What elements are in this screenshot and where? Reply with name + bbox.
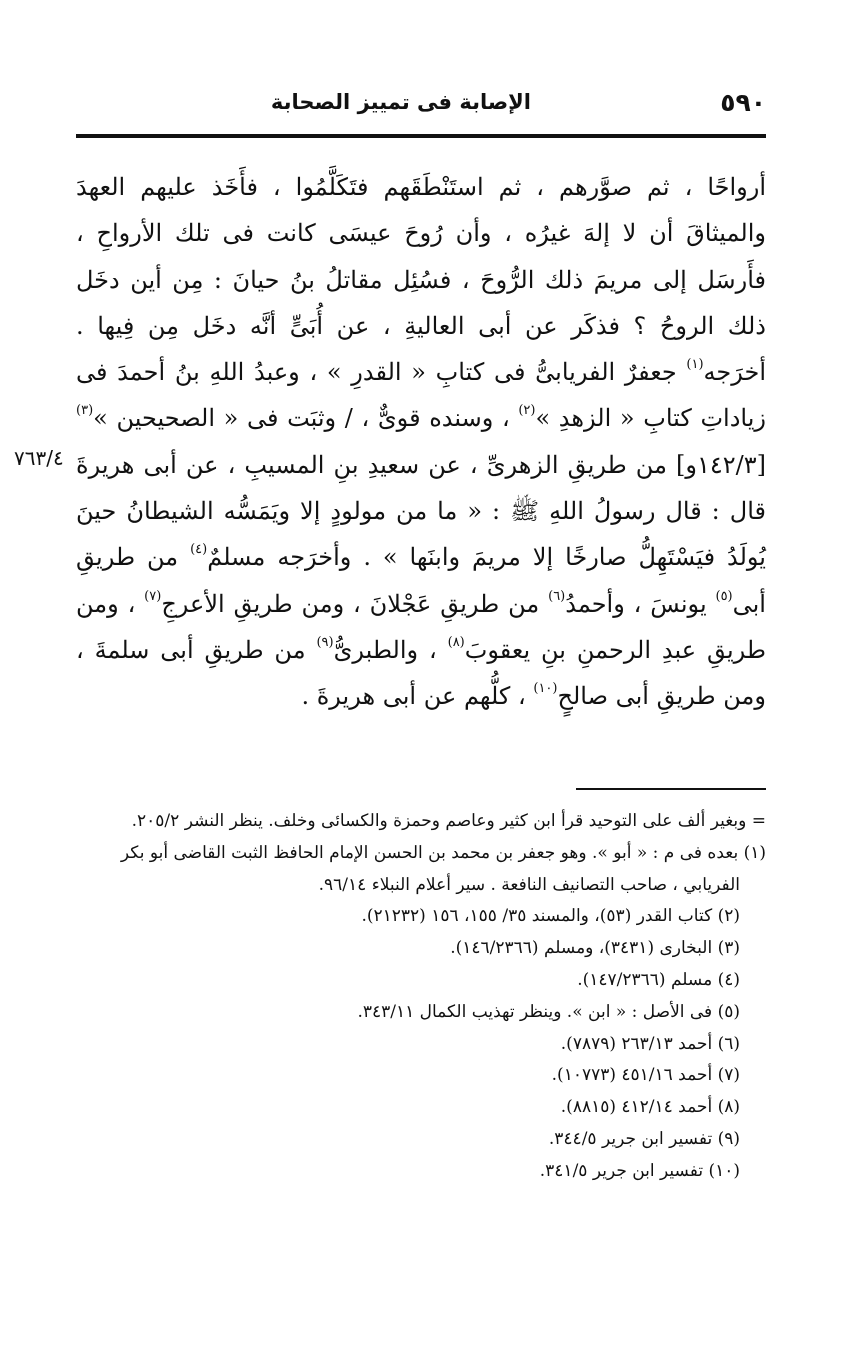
running-title: الإصابة فى تمييز الصحابة bbox=[270, 90, 531, 114]
text-segment: ، كلُّهم عن أبى هريرةَ . bbox=[301, 682, 526, 711]
main-paragraph bbox=[76, 164, 766, 720]
footnote-ref-4: (٤) bbox=[190, 542, 208, 558]
footnotes bbox=[40, 806, 766, 1188]
footnote-4: (٤) مسلم (١٤٧/٢٣٦٦). bbox=[577, 969, 740, 990]
text-segment: من طريقِ عَجْلانَ ، ومن طريقِ الأعرجِ bbox=[161, 589, 540, 618]
text-segment: ، ومن طريقِ عبدِ الرحمنِ بنِ يعقوبَ bbox=[76, 589, 766, 664]
footnote-continuation: = وبغير ألف على التوحيد قرأ ابن كثير وعاصم وحمزة والكسائى وخلف. ينظر النشر ٢٠٥/٢. bbox=[131, 811, 766, 831]
main-text bbox=[76, 164, 766, 720]
margin-reference: ٧٦٣/٤ bbox=[14, 446, 64, 470]
text-segment: من طريقِ أبى سلمةَ ، ومن طريقِ أبى صالحٍ bbox=[76, 635, 766, 711]
footnote-ref-7: (٧) bbox=[144, 588, 162, 604]
footnote-ref-10: (١٠) bbox=[533, 681, 558, 697]
text-segment: أرواحًا ، ثم صوَّرهم ، ثم استَنْطَقَهم فتَكَلَّمُوا ، فأَخَذ عليهم العهدَ والميثاقَ أن لا إلهَ غيرُه ، وأن رُوحَ عيسَى كانت فى تلك الأرواحِ ، فأَرسَل إلى مريمَ ذلك الرُّوحَ ، فسُئِل مقاتلُ بنُ حيانَ : مِن أين دخَل ذلك الروحُ ؟ فذكَر عن أبى العاليةِ ، عن أُبَىٍّ أنَّه دخَل مِن فِيها . أخرَجه bbox=[76, 173, 766, 387]
footnote-ref-3: (٣) bbox=[76, 403, 94, 419]
footnote-1-continued: الفريابي ، صاحب التصانيف النافعة . سير أعلام النبلاء ٩٦/١٤. bbox=[318, 874, 740, 895]
text-segment: ، والطبرىُّ bbox=[333, 635, 437, 664]
text-segment: جعفرٌ الفريابىُّ فى كتابِ « القدرِ » ، وعبدُ اللهِ بنُ أحمدَ فى زياداتِ كتابِ « الزهدِ » bbox=[76, 358, 766, 433]
page-header bbox=[76, 88, 766, 122]
footnote-2: (٢) كتاب القدر (٥٣)، والمسند ٣٥/ ١٥٥، ١٥٦ (٢١٢٣٢). bbox=[361, 906, 740, 927]
footnote-9: (٩) تفسير ابن جرير ٣٤٤/٥. bbox=[548, 1128, 740, 1149]
footnote-ref-5: (٥) bbox=[715, 588, 733, 604]
text-segment: من طريقِ أبى bbox=[76, 543, 766, 618]
footnote-ref-1: (١) bbox=[686, 357, 704, 373]
footnote-10: (١٠) تفسير ابن جرير ٣٤١/٥. bbox=[539, 1160, 740, 1181]
footnote-5: (٥) فى الأصل : « ابن ». وينظر تهذيب الكمال ٣٤٣/١١. bbox=[357, 1001, 740, 1022]
text-segment: ، وسنده قوىٌّ ، / وثبَت فى « الصحيحين » bbox=[93, 404, 510, 433]
footnote-ref-2: (٢) bbox=[518, 403, 536, 419]
footnote-7: (٧) أحمد ٤٥١/١٦ (١٠٧٧٣). bbox=[551, 1065, 740, 1086]
footnote-ref-6: (٦) bbox=[548, 588, 566, 604]
header-rule bbox=[76, 134, 766, 138]
footnote-ref-8: (٨) bbox=[447, 634, 465, 650]
footnote-3: (٣) البخارى (٣٤٣١)، ومسلم (١٤٦/٢٣٦٦). bbox=[450, 938, 740, 959]
text-segment: [١٤٢/٣و] من طريقِ الزهرىِّ ، عن سعيدِ بنِ المسيبِ ، عن أبى هريرةَ قال : قال رسولُ اللهِ ﷺ : « ما من مولودٍ إلا ويَمَسُّه الشيطانُ حينَ يُولَدُ فيَسْتَهِلُّ صارخًا إلا مريمَ وابنَها » . وأخرَجه مسلمٌ bbox=[76, 450, 766, 572]
footnote-6: (٦) أحمد ٢٦٣/١٣ (٧٨٧٩). bbox=[560, 1033, 740, 1054]
page-number: ٥٩٠ bbox=[720, 88, 766, 117]
footnote-separator bbox=[576, 788, 766, 790]
text-segment: يونسَ ، وأحمدُ bbox=[565, 589, 707, 618]
footnote-ref-9: (٩) bbox=[316, 634, 334, 650]
footnote-8: (٨) أحمد ٤١٢/١٤ (٨٨١٥). bbox=[560, 1097, 740, 1118]
footnote-1: (١) بعده فى م : « أبو ». وهو جعفر بن محمد بن الحسن الإمام الحافظ الثبت القاضى أبو بكر bbox=[120, 842, 766, 863]
